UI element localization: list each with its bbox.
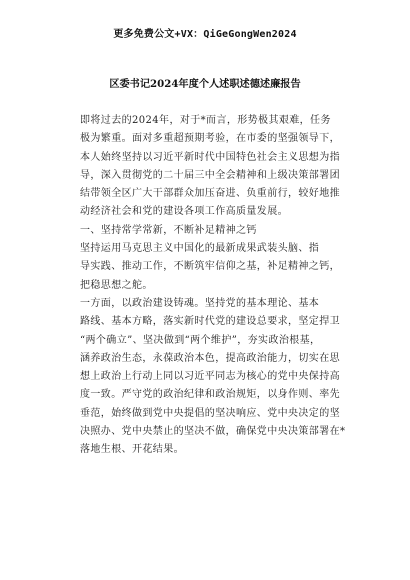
document-body bbox=[60, 112, 360, 460]
paragraph-line: 度一致。严守党的政治纪律和政治规矩，以身作则、率先 bbox=[80, 389, 340, 401]
paragraph-political-construction bbox=[60, 295, 360, 460]
header-watermark-text: 更多免费公文+VX：QiGeGongWen2024 bbox=[113, 29, 297, 40]
paragraph-line: 一方面，以政治建设铸魂。坚持党的基本理论、基本 bbox=[80, 297, 320, 309]
paragraph-line: “两个确立”、坚决做到“两个维护”，夯实政治根基， bbox=[80, 334, 321, 346]
paragraph-line: 导实践、推动工作，不断筑牢信仰之基，补足精神之钙， bbox=[80, 261, 340, 273]
paragraph-line: 即将过去的2024年，对于*而言，形势极其艰难，任务 bbox=[80, 115, 331, 126]
document-title: 区委书记2024年度个人述职述德述廉报告 bbox=[109, 78, 301, 90]
paragraph-line: 想上政治上行动上同以习近平同志为核心的党中央保持高 bbox=[80, 371, 340, 383]
paragraph-line: 把稳思想之舵。 bbox=[80, 279, 153, 291]
paragraph-line: 导，深入贯彻党的二十届三中全会精神和上级决策部署团 bbox=[80, 169, 340, 181]
section-heading bbox=[60, 222, 360, 240]
section-heading-text: 一、坚持常学常新，不断补足精神之钙 bbox=[80, 224, 257, 236]
paragraph-section-intro bbox=[60, 240, 360, 295]
paragraph-line: 垂范，始终做到党中央提倡的坚决响应、党中央决定的坚 bbox=[80, 407, 340, 419]
paragraph-line: 本人始终坚持以习近平新时代中国特色社会主义思想为指 bbox=[80, 151, 340, 163]
paragraph-line: 落地生根、开花结果。 bbox=[80, 444, 184, 456]
paragraph-line: 涵养政治生态，永葆政治本色，提高政治能力，切实在思 bbox=[80, 352, 340, 364]
paragraph-line: 坚持运用马克思主义中国化的最新成果武装头脑、指 bbox=[80, 243, 320, 255]
paragraph-line: 路线、基本方略，落实新时代党的建设总要求，坚定捍卫 bbox=[80, 316, 340, 328]
paragraph-line: 动经济社会和党的建设各项工作高质量发展。 bbox=[80, 206, 288, 218]
paragraph-line: 极为繁重。面对多重超预期考验，在市委的坚强领导下， bbox=[80, 133, 340, 145]
paragraph-line: 结带领全区广大干部群众加压奋进、负重前行，较好地推 bbox=[80, 188, 340, 200]
paragraph-line: 决照办、党中央禁止的坚决不做，确保党中央决策部署在* bbox=[80, 426, 346, 438]
paragraph-intro bbox=[60, 112, 360, 222]
